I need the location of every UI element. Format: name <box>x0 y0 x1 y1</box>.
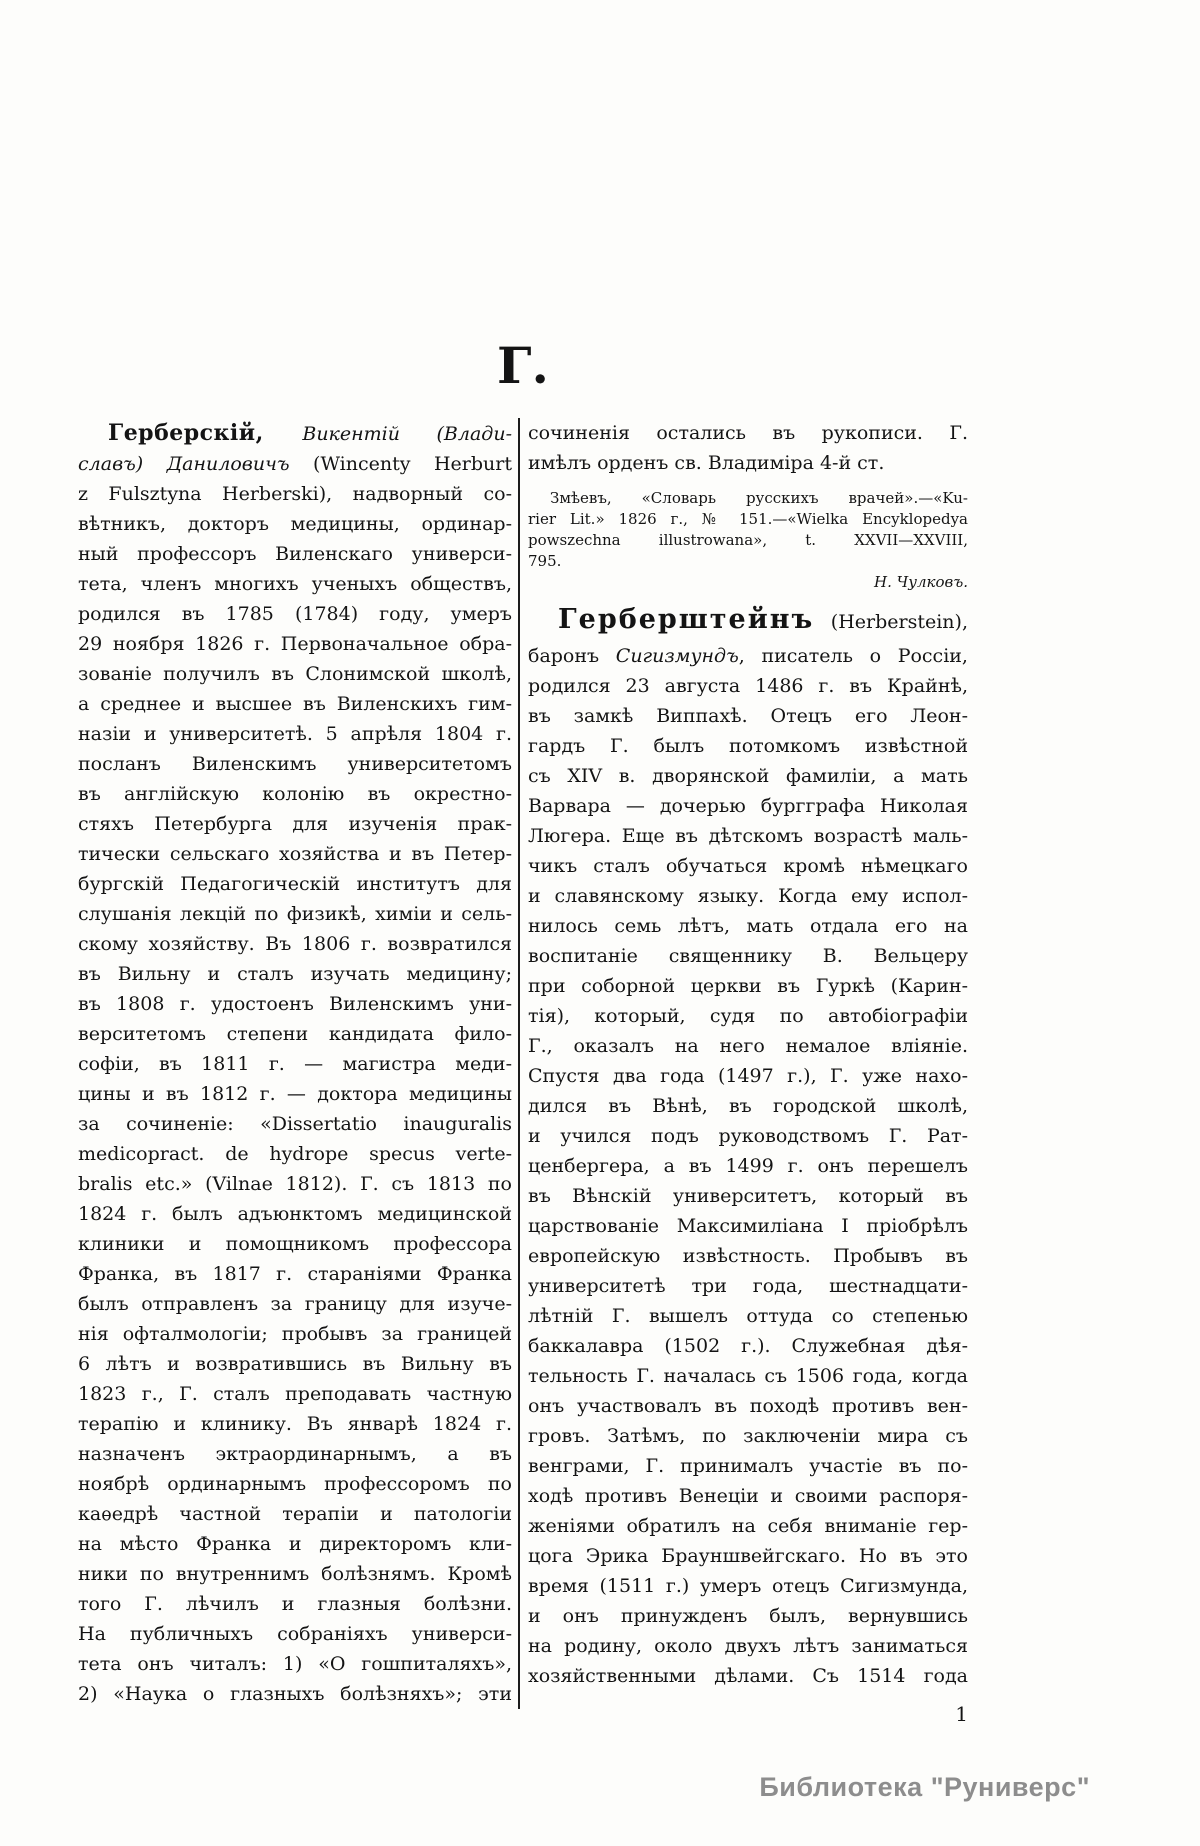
text-line: того Г. лѣчилъ и глазныя болѣзни. <box>78 1593 512 1615</box>
text-line: rier Lit.» 1826 г., № 151.—«Wielka Encyklopedya <box>528 510 968 528</box>
text-line: вѣтникъ, докторъ медицины, ординар- <box>78 513 512 535</box>
left-column <box>78 418 512 1709</box>
text-line: и славянскому языку. Когда ему испол- <box>528 885 968 907</box>
text-line: софіи, въ 1811 г. — магистра меди- <box>78 1053 512 1075</box>
text-line: терапію и клинику. Въ январѣ 1824 г. <box>78 1413 512 1435</box>
text-line: а среднее и высшее въ Виленскихъ гим- <box>78 693 512 715</box>
text-line: 2) «Наука о глазныхъ болѣзняхъ»; эти <box>78 1683 512 1705</box>
text-line: На публичныхъ собраніяхъ универси- <box>78 1623 512 1645</box>
text-line: европейскую извѣстность. Пробывъ въ <box>528 1245 968 1267</box>
text-line: воспитаніе священнику В. Вельцеру <box>528 945 968 967</box>
text-line: онъ участвовалъ въ походѣ противъ вен- <box>528 1395 968 1417</box>
entry-gerbershteyn <box>528 601 968 1691</box>
text-line: Н. Чулковъ. <box>874 573 968 591</box>
text-line: ники по внутреннимъ болѣзнямъ. Кромѣ <box>78 1563 512 1585</box>
text-line: и онъ принужденъ былъ, вернувшись <box>528 1605 968 1627</box>
text-line: былъ отправленъ за границу для изуче- <box>78 1293 512 1315</box>
section-letter-heading: Г. <box>497 336 549 395</box>
text-line: родился въ 1785 (1784) году, умеръ <box>78 603 512 625</box>
text-line: 795. <box>528 552 562 570</box>
text-line: тета онъ читалъ: 1) «О гошпиталяхъ», <box>78 1653 512 1675</box>
text-line: въ замкѣ Виппахѣ. Отецъ его Леон- <box>528 705 968 727</box>
text-line: 29 ноября 1826 г. Первоначальное обра- <box>78 633 512 655</box>
text-line: и учился подъ руководствомъ Г. Рат- <box>528 1125 968 1147</box>
column-divider <box>518 418 520 1709</box>
text-line: посланъ Виленскимъ университетомъ <box>78 753 512 775</box>
text-line: ходѣ противъ Венеціи и своими распоря- <box>528 1485 968 1507</box>
text-line: университетѣ три года, шестнадцати- <box>528 1275 968 1297</box>
text-line: Варвара — дочерью бургграфа Николая <box>528 795 968 817</box>
text-line: Змѣевъ, «Словарь русскихъ врачей».—«Ku- <box>550 489 968 507</box>
text-line: тета, членъ многихъ ученыхъ обществъ, <box>78 573 512 595</box>
entry-gerbersky-continuation <box>528 418 968 478</box>
text-line: въ Вѣнскій университетъ, который въ <box>528 1185 968 1207</box>
text-line: на мѣсто Франка и директоромъ кли- <box>78 1533 512 1555</box>
text-line: славъ) Даниловичъ (Wincenty Herburt <box>78 453 512 475</box>
text-line: нилось семь лѣтъ, мать отдала его на <box>528 915 968 937</box>
right-column <box>528 418 968 1709</box>
text-line: цога Эрика Брауншвейгскаго. Но въ это <box>528 1545 968 1567</box>
text-line: 1824 г. былъ адъюнктомъ медицинской <box>78 1203 512 1225</box>
text-line: Люгера. Еще въ дѣтскомъ возрастѣ маль- <box>528 825 968 847</box>
text-line: на родину, около двухъ лѣтъ заниматься <box>528 1635 968 1657</box>
text-line: гардъ Г. былъ потомкомъ извѣстной <box>528 735 968 757</box>
text-line: Герберштейнъ (Herberstein), <box>558 604 968 635</box>
text-columns <box>78 418 968 1709</box>
text-line: чикъ сталъ обучаться кромѣ нѣмецкаго <box>528 855 968 877</box>
text-line: Герберскій, Викентій (Влади- <box>108 420 512 446</box>
runivers-watermark: Библиотека "Руниверс" <box>759 1772 1090 1802</box>
entry-gerbersky <box>78 418 512 1709</box>
text-line: клиники и помощникомъ профессора <box>78 1233 512 1255</box>
bibliography <box>528 488 968 593</box>
text-line: лѣтній Г. вышелъ оттуда со степенью <box>528 1305 968 1327</box>
text-line: слушанія лекцій по физикѣ, химіи и сель- <box>78 903 512 925</box>
text-line: сочиненія остались въ рукописи. Г. <box>528 422 968 444</box>
text-line: ценбергера, а въ 1499 г. онъ перешелъ <box>528 1155 968 1177</box>
text-line: зованіе получилъ въ Слонимской школѣ, <box>78 663 512 685</box>
text-line: баронъ Сигизмундъ, писатель о Россіи, <box>528 645 968 667</box>
text-line: Спустя два года (1497 г.), Г. уже нахо- <box>528 1065 968 1087</box>
text-line: 6 лѣтъ и возвратившись въ Вильну въ <box>78 1353 512 1375</box>
text-line: хозяйственными дѣлами. Съ 1514 года <box>528 1665 968 1687</box>
text-line: bralis etc.» (Vilnae 1812). Г. съ 1813 по <box>78 1173 512 1195</box>
text-line: medicopract. de hydrope specus verte- <box>78 1143 512 1165</box>
text-line: венграми, Г. принималъ участіе въ по- <box>528 1455 968 1477</box>
text-line: нія офталмологіи; пробывъ за границей <box>78 1323 512 1345</box>
text-line: бургскій Педагогическій институтъ для <box>78 873 512 895</box>
text-line: время (1511 г.) умеръ отецъ Сигизмунда, <box>528 1575 968 1597</box>
text-line: назначенъ эктраординарнымъ, а въ <box>78 1443 512 1465</box>
text-line: баккалавра (1502 г.). Служебная дѣя- <box>528 1335 968 1357</box>
text-line: каѳедрѣ частной терапіи и патологіи <box>78 1503 512 1525</box>
text-line: ный профессоръ Виленскаго универси- <box>78 543 512 565</box>
text-line: тически сельскаго хозяйства и въ Петер- <box>78 843 512 865</box>
text-line: царствованіе Максимиліана I пріобрѣлъ <box>528 1215 968 1237</box>
text-line: имѣлъ орденъ св. Владиміра 4-й ст. <box>528 452 885 474</box>
text-line: въ англійскую колонію въ окрестно- <box>78 783 512 805</box>
text-line: ноябрѣ ординарнымъ профессоромъ по <box>78 1473 512 1495</box>
text-line: стяхъ Петербурга для изученія прак- <box>78 813 512 835</box>
text-line: за сочиненіе: «Dissertatio inauguralis <box>78 1113 512 1135</box>
text-line: 1823 г., Г. сталъ преподавать частную <box>78 1383 512 1405</box>
text-line: z Fulsztyna Herberski), надворный со- <box>78 483 512 505</box>
text-line: родился 23 августа 1486 г. въ Крайнѣ, <box>528 675 968 697</box>
text-line: Франка, въ 1817 г. стараніями Франка <box>78 1263 512 1285</box>
text-line: назіи и университетѣ. 5 апрѣля 1804 г. <box>78 723 512 745</box>
text-line: гровъ. Затѣмъ, по заключеніи мира съ <box>528 1425 968 1447</box>
text-line: женіями обратилъ на себя вниманіе гер- <box>528 1515 968 1537</box>
text-line: дился въ Вѣнѣ, въ городской школѣ, <box>528 1095 968 1117</box>
text-line: въ 1808 г. удостоенъ Виленскимъ уни- <box>78 993 512 1015</box>
text-line: тія), который, судя по автобіографіи <box>528 1005 968 1027</box>
text-line: Г., оказалъ на него немалое вліяніе. <box>528 1035 968 1057</box>
text-line: powszechna illustrowana», t. XXVII—XXVIII, <box>528 531 968 549</box>
text-line: при соборной церкви въ Гуркѣ (Карин- <box>528 975 968 997</box>
text-line: цины и въ 1812 г. — доктора медицины <box>78 1083 512 1105</box>
text-line: тельность Г. началась съ 1506 года, когда <box>528 1365 968 1387</box>
text-line: верситетомъ степени кандидата фило- <box>78 1023 512 1045</box>
text-line: скому хозяйству. Въ 1806 г. возвратился <box>78 933 512 955</box>
text-line: въ Вильну и сталъ изучать медицину; <box>78 963 512 985</box>
page-number: 1 <box>955 1702 968 1726</box>
text-line: съ XIV в. дворянской фамиліи, а мать <box>528 765 968 787</box>
